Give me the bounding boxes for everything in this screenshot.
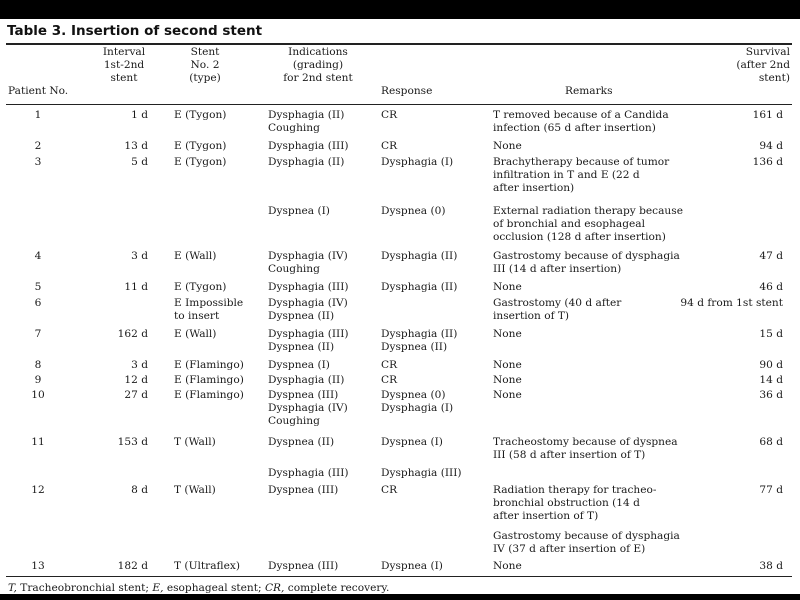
- cell-stent-type: E (Tygon): [174, 140, 227, 152]
- cell-patient-no: 7: [34, 328, 42, 340]
- cell-patient-no: 12: [31, 484, 45, 496]
- cell-remarks: Tracheostomy because of dyspnea III (58 d after insertion of T): [493, 436, 678, 461]
- cell-survival: 94 d: [759, 140, 783, 152]
- cell-survival: 15 d: [759, 328, 783, 340]
- header-survival: Survival (after 2nd stent): [736, 46, 790, 84]
- cell-stent-type: E Impossible to insert: [174, 297, 244, 322]
- cell-indications: Dysphagia (III) Dyspnea (II): [268, 328, 349, 353]
- cell-remarks: Gastrostomy because of dysphagia III (14 d after insertion): [493, 250, 680, 275]
- cell-stent-type: E (Tygon): [174, 109, 227, 121]
- cell-stent-type: E (Wall): [174, 328, 217, 340]
- cell-remarks: None: [493, 281, 522, 293]
- cell-patient-no: 3: [34, 156, 42, 168]
- cell-remarks: None: [493, 328, 522, 340]
- cell-survival: 46 d: [759, 281, 783, 293]
- cell-interval: 11 d: [124, 281, 148, 293]
- cell-remarks: T removed because of a Candida infection (65 d after insertion): [493, 109, 669, 134]
- cell-remarks: None: [493, 359, 522, 371]
- footnote-e-text: esophageal stent;: [163, 582, 265, 594]
- cell-indications: Dysphagia (IV) Coughing: [268, 250, 348, 275]
- cell-response: CR: [381, 359, 398, 371]
- cell-interval: 3 d: [131, 359, 148, 371]
- cell-patient-no: 2: [34, 140, 42, 152]
- cell-indications: Dyspnea (III) Dysphagia (IV) Coughing: [268, 389, 348, 427]
- cell-indications: Dysphagia (III): [268, 467, 349, 479]
- header-response: Response: [381, 85, 433, 97]
- cell-indications: Dyspnea (III): [268, 484, 339, 496]
- cell-survival: 14 d: [759, 374, 783, 386]
- cell-indications: Dysphagia (II): [268, 156, 345, 168]
- cell-stent-type: T (Wall): [174, 436, 216, 448]
- cell-response: Dyspnea (0): [381, 205, 446, 217]
- cell-remarks: None: [493, 560, 522, 572]
- cell-response: Dysphagia (II): [381, 250, 458, 262]
- cell-remarks: Gastrostomy because of dysphagia IV (37 d after insertion of E): [493, 530, 680, 555]
- cell-indications: Dysphagia (IV) Dyspnea (II): [268, 297, 348, 322]
- cell-stent-type: E (Tygon): [174, 156, 227, 168]
- header-interval: Interval 1st-2nd stent: [102, 46, 146, 84]
- cell-interval: 3 d: [131, 250, 148, 262]
- cell-survival: 68 d: [759, 436, 783, 448]
- bottom-black-bar: [0, 594, 800, 600]
- cell-indications: Dysphagia (III): [268, 281, 349, 293]
- cell-patient-no: 4: [34, 250, 42, 262]
- cell-patient-no: 10: [31, 389, 45, 401]
- cell-response: CR: [381, 374, 398, 386]
- header-indications: Indications (grading) for 2nd stent: [283, 46, 353, 84]
- footnote-t-abbr: T,: [8, 582, 17, 594]
- cell-survival: 77 d: [759, 484, 783, 496]
- cell-survival: 90 d: [759, 359, 783, 371]
- cell-remarks: None: [493, 374, 522, 386]
- cell-response: CR: [381, 484, 398, 496]
- cell-stent-type: T (Ultraflex): [174, 560, 240, 572]
- cell-indications: Dysphagia (II) Coughing: [268, 109, 345, 134]
- cell-stent-type: E (Wall): [174, 250, 217, 262]
- cell-patient-no: 8: [34, 359, 42, 371]
- header-rule: [6, 104, 792, 105]
- cell-survival: 161 d: [752, 109, 783, 121]
- cell-survival: 36 d: [759, 389, 783, 401]
- cell-remarks: None: [493, 389, 522, 401]
- cell-interval: 27 d: [124, 389, 148, 401]
- cell-patient-no: 5: [34, 281, 42, 293]
- cell-patient-no: 11: [31, 436, 45, 448]
- cell-response: Dysphagia (III): [381, 467, 462, 479]
- cell-remarks: Gastrostomy (40 d after insertion of T): [493, 297, 622, 322]
- footnote-cr-abbr: CR,: [264, 582, 285, 594]
- header-stent-type: Stent No. 2 (type): [189, 46, 221, 84]
- cell-stent-type: T (Wall): [174, 484, 216, 496]
- table-title: Table 3. Insertion of second stent: [7, 23, 263, 39]
- cell-stent-type: E (Flamingo): [174, 359, 244, 371]
- cell-indications: Dyspnea (III): [268, 560, 339, 572]
- header-patient-no: Patient No.: [8, 85, 69, 97]
- cell-interval: 5 d: [131, 156, 148, 168]
- cell-interval: 162 d: [117, 328, 148, 340]
- cell-interval: 182 d: [117, 560, 148, 572]
- cell-interval: 8 d: [131, 484, 148, 496]
- cell-indications: Dyspnea (II): [268, 436, 335, 448]
- cell-remarks: Brachytherapy because of tumor infiltration in T and E (22 d after insertion): [493, 156, 670, 194]
- cell-stent-type: E (Flamingo): [174, 389, 244, 401]
- cell-response: Dyspnea (I): [381, 560, 443, 572]
- footnote-t-text: Tracheobronchial stent;: [16, 582, 153, 594]
- cell-survival: 94 d from 1st stent: [680, 297, 783, 309]
- table-bottom-rule: [6, 576, 792, 577]
- cell-remarks: None: [493, 140, 522, 152]
- cell-response: Dyspnea (I): [381, 436, 443, 448]
- cell-interval: 153 d: [117, 436, 148, 448]
- cell-response: Dysphagia (I): [381, 156, 454, 168]
- header-remarks: Remarks: [565, 85, 613, 97]
- cell-interval: 12 d: [124, 374, 148, 386]
- cell-response: CR: [381, 140, 398, 152]
- cell-survival: 136 d: [752, 156, 783, 168]
- cell-patient-no: 13: [31, 560, 45, 572]
- cell-response: Dyspnea (0) Dysphagia (I): [381, 389, 454, 414]
- cell-response: CR: [381, 109, 398, 121]
- cell-survival: 38 d: [759, 560, 783, 572]
- footnote-e-abbr: E,: [152, 582, 164, 594]
- cell-stent-type: E (Tygon): [174, 281, 227, 293]
- cell-remarks: Radiation therapy for tracheo- bronchial obstruction (14 d after insertion of T): [493, 484, 657, 522]
- cell-interval: 1 d: [131, 109, 148, 121]
- cell-patient-no: 6: [34, 297, 42, 309]
- cell-patient-no: 9: [34, 374, 42, 386]
- cell-remarks: External radiation therapy because of bronchial and esophageal occlusion (128 d after insertion): [493, 205, 683, 243]
- cell-survival: 47 d: [759, 250, 783, 262]
- table-top-rule: [6, 43, 792, 45]
- cell-response: Dysphagia (II) Dyspnea (II): [381, 328, 458, 353]
- cell-patient-no: 1: [34, 109, 42, 121]
- footnote-cr-text: complete recovery.: [284, 582, 390, 594]
- cell-indications: Dysphagia (III): [268, 140, 349, 152]
- cell-indications: Dyspnea (I): [268, 205, 330, 217]
- cell-interval: 13 d: [124, 140, 148, 152]
- cell-response: Dysphagia (II): [381, 281, 458, 293]
- cell-stent-type: E (Flamingo): [174, 374, 244, 386]
- top-black-bar: [0, 0, 800, 19]
- cell-indications: Dyspnea (I): [268, 359, 330, 371]
- cell-indications: Dysphagia (II): [268, 374, 345, 386]
